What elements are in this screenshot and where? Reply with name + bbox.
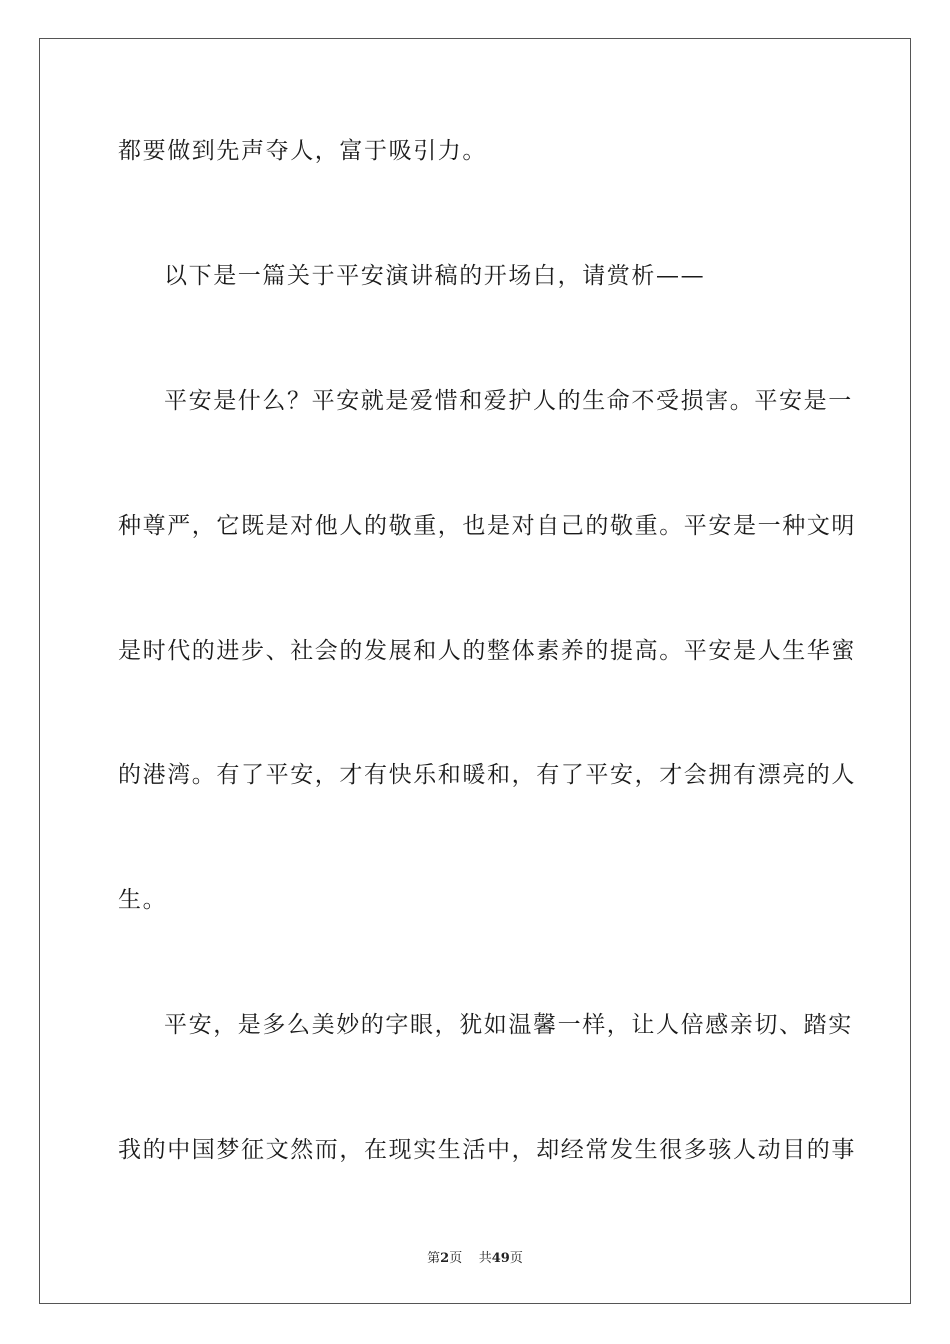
text-line-4: 种尊严，它既是对他人的敬重，也是对自己的敬重。平安是一种文明 xyxy=(118,513,856,539)
text-line-1: 都要做到先声夺人，富于吸引力。 xyxy=(118,138,487,164)
text-line-6: 的港湾。有了平安，才有快乐和暖和，有了平安，才会拥有漂亮的人 xyxy=(118,762,856,788)
text-line-2: 以下是一篇关于平安演讲稿的开场白，请赏析—— xyxy=(164,263,706,289)
text-line-9: 我的中国梦征文然而，在现实生活中，却经常发生很多骇人动目的事 xyxy=(118,1137,856,1163)
text-line-8: 平安，是多么美妙的字眼，犹如温馨一样，让人倍感亲切、踏实 xyxy=(164,1012,853,1038)
page-suffix: 页 xyxy=(449,1251,463,1266)
page-border xyxy=(39,38,911,1304)
total-pages: 49 xyxy=(491,1251,510,1266)
total-prefix: 共 xyxy=(478,1251,492,1266)
text-line-5: 是时代的进步、社会的发展和人的整体素养的提高。平安是人生华蜜 xyxy=(118,638,856,664)
text-line-3: 平安是什么？平安就是爱惜和爱护人的生命不受损害。平安是一 xyxy=(164,388,853,414)
total-suffix: 页 xyxy=(509,1251,523,1266)
page-number: 2 xyxy=(440,1251,450,1266)
page-prefix: 第 xyxy=(427,1251,441,1266)
text-line-7: 生。 xyxy=(118,887,168,913)
page-footer xyxy=(0,1247,950,1266)
